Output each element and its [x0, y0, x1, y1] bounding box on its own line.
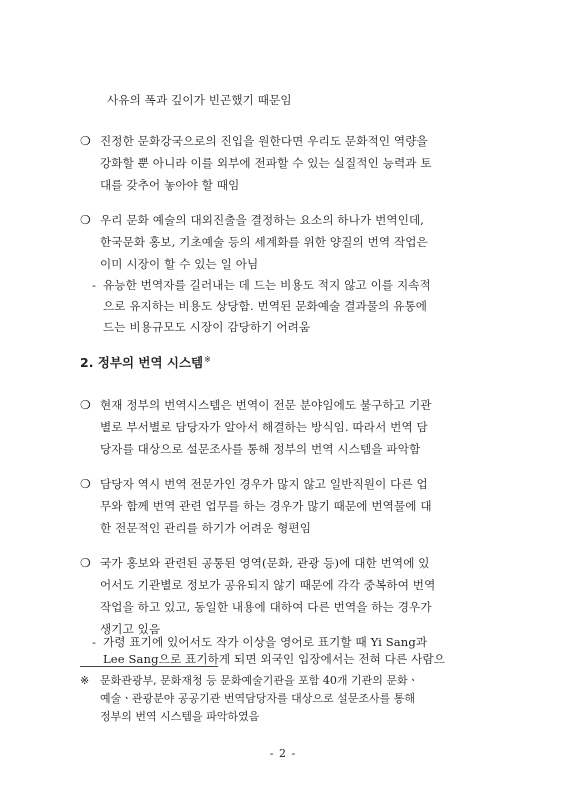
footnote-reference-mark: ※ — [204, 355, 211, 364]
circle-bullet-icon: ❍ — [80, 134, 91, 148]
paragraph-line: 담당자 역시 번역 전문가인 경우가 많지 않고 일반직원이 다른 업 — [100, 477, 428, 491]
paragraph-line: 생기고 있음 — [100, 622, 161, 636]
footnote-separator — [80, 666, 218, 667]
paragraph-line: 무와 함께 번역 관련 업무를 하는 경우가 많기 때문에 번역물에 대 — [100, 499, 432, 513]
paragraph-line: 우리 문화 예술의 대외진출을 결정하는 요소의 하나가 번역인데, — [100, 213, 425, 227]
circle-bullet-icon: ❍ — [80, 213, 91, 227]
paragraph-line: 진정한 문화강국으로의 진입을 원한다면 우리도 문화적인 역량을 — [100, 134, 428, 148]
paragraph-line: 현재 정부의 번역시스템은 번역이 전문 분야임에도 불구하고 기관 — [100, 398, 432, 412]
footnote-mark: ※ — [80, 674, 90, 687]
paragraph-line: 한 전문적인 관리를 하기가 어려운 형편임 — [100, 521, 312, 535]
circle-bullet-icon: ❍ — [80, 556, 91, 570]
paragraph-line: 대를 갖추어 놓아야 할 때임 — [100, 178, 240, 192]
dash-bullet: - — [92, 278, 96, 292]
circle-bullet-icon: ❍ — [80, 398, 91, 412]
paragraph-line: 국가 홍보와 관련된 공통된 영역(문화, 관광 등)에 대한 번역에 있 — [100, 556, 430, 570]
paragraph-line: 으로 유지하는 비용도 상당함. 번역된 문화예술 결과물의 유통에 — [103, 299, 428, 313]
paragraph-line: 별로 부서별로 담당자가 알아서 해결하는 방식임. 따라서 번역 담 — [100, 420, 428, 434]
paragraph-line: 강화할 뿐 아니라 이를 외부에 전파할 수 있는 실질적인 능력과 토 — [100, 156, 432, 170]
paragraph-line: 작업을 하고 있고, 동일한 내용에 대하여 다른 번역을 하는 경우가 — [100, 600, 432, 614]
footnote-line: 예술ㆍ관광분야 공공기관 번역담당자를 대상으로 설문조사를 통해 — [100, 692, 416, 705]
circle-bullet-icon: ❍ — [80, 477, 91, 491]
section-heading — [80, 352, 211, 371]
paragraph-line: 유능한 번역자를 길러내는 데 드는 비용도 적지 않고 이를 지속적 — [103, 278, 431, 292]
paragraph-line: 드는 비용규모도 시장이 감당하기 어려움 — [103, 320, 311, 334]
paragraph-line: 한국문화 홍보, 기초예술 등의 세계화를 위한 양질의 번역 작업은 — [100, 235, 428, 249]
paragraph-line: 이미 시장이 할 수 있는 일 아님 — [100, 257, 259, 271]
section-heading-text: 2. 정부의 번역 시스템 — [80, 355, 204, 371]
footnote-line: 문화관광부, 문화재청 등 문화예술기관을 포함 40개 기관의 문화ㆍ — [100, 674, 419, 687]
dash-bullet: - — [92, 635, 96, 649]
paragraph-line: 당자를 대상으로 설문조사를 통해 정부의 번역 시스템을 파악함 — [100, 442, 421, 456]
footnote-line: 정부의 번역 시스템을 파악하였음 — [100, 710, 260, 723]
paragraph-line: 가령 표기에 있어서도 작가 이상을 영어로 표기할 때 Yi Sang과 — [103, 635, 428, 649]
paragraph-line: Lee Sang으로 표기하게 되면 외국인 입장에서는 전혀 다른 사람으 — [103, 652, 446, 666]
paragraph-line: 사유의 폭과 깊이가 빈곤했기 때문임 — [107, 93, 292, 107]
page-number: - 2 - — [269, 747, 297, 760]
paragraph-line: 어서도 기관별로 정보가 공유되지 않기 때문에 각각 중복하여 번역 — [100, 578, 436, 592]
